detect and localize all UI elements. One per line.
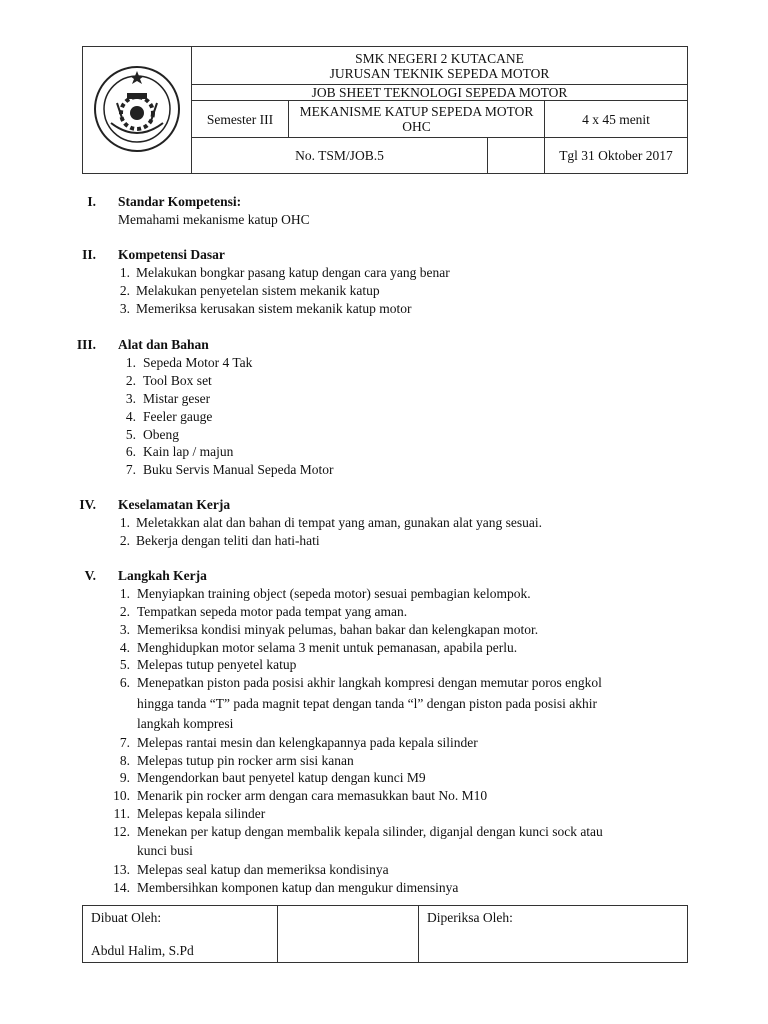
topic-cell	[289, 101, 545, 137]
step-number: 8.	[119, 753, 130, 768]
list-item: Obeng	[143, 427, 179, 442]
list-item: Feeler gauge	[143, 409, 213, 424]
step-text: Melepas tutup penyetel katup	[137, 657, 297, 672]
step-text: Melepas seal katup dan memeriksa kondisinya	[137, 862, 389, 877]
checked-by-cell	[419, 906, 688, 963]
section-5-title: Langkah Kerja	[118, 568, 207, 583]
empty-cell	[488, 137, 545, 173]
list-item: Memeriksa kerusakan sistem mekanik katup motor	[136, 301, 412, 316]
school-title-cell	[192, 47, 688, 85]
list-number: 4.	[125, 409, 136, 424]
checked-by-label: Diperiksa Oleh:	[427, 910, 513, 925]
step-number: 6.	[119, 675, 130, 690]
step-text: Melepas tutup pin rocker arm sisi kanan	[137, 753, 354, 768]
step-text: Menekan per katup dengan membalik kepala silinder, diganjal dengan kunci sock atau	[137, 824, 603, 839]
step-text: Membersihkan komponen katup dan mengukur dimensinya	[137, 880, 459, 895]
step-text: Memeriksa kondisi minyak pelumas, bahan bakar dan kelengkapan motor.	[137, 622, 539, 637]
step-number: 13.	[113, 862, 130, 877]
list-number: 6.	[125, 444, 136, 459]
section-4-title: Keselamatan Kerja	[118, 497, 231, 512]
department-name: JURUSAN TEKNIK SEPEDA MOTOR	[329, 65, 550, 81]
sheet-title: JOB SHEET TEKNOLOGI SEPEDA MOTOR	[192, 85, 688, 101]
topic-line-1: MEKANISME KATUP SEPEDA MOTOR	[299, 104, 534, 120]
step-text-continued: langkah kompresi	[137, 716, 234, 731]
section-3-number: III.	[76, 337, 96, 352]
step-number: 14.	[113, 880, 130, 895]
school-logo-icon	[91, 63, 183, 155]
section-2-number: II.	[82, 247, 96, 262]
step-number: 12.	[113, 824, 130, 839]
step-number: 3.	[119, 622, 130, 637]
step-number: 2.	[119, 604, 130, 619]
list-number: 1.	[125, 355, 136, 370]
made-by-name: Abdul Halim, S.Pd	[91, 943, 194, 958]
list-item: Bekerja dengan teliti dan hati-hati	[136, 533, 320, 548]
made-by-cell	[83, 906, 278, 963]
step-text: Menarik pin rocker arm dengan cara memasukkan baut No. M10	[137, 788, 488, 803]
list-item: Meletakkan alat dan bahan di tempat yang aman, gunakan alat yang sesuai.	[136, 515, 542, 530]
duration: 4 x 45 menit	[545, 101, 688, 137]
list-number: 2.	[119, 283, 130, 298]
list-item: Buku Servis Manual Sepeda Motor	[143, 462, 334, 477]
list-item: Melakukan penyetelan sistem mekanik katup	[136, 283, 380, 298]
step-text: Menyiapkan training object (sepeda motor) sesuai pembagian kelompok.	[137, 586, 531, 601]
step-number: 10.	[113, 788, 130, 803]
step-number: 11.	[113, 806, 130, 821]
step-text: Menepatkan piston pada posisi akhir langkah kompresi dengan memutar poros engkol	[137, 675, 602, 690]
header-table	[82, 46, 688, 174]
section-2-title: Kompetensi Dasar	[118, 247, 225, 262]
step-text: Tempatkan sepeda motor pada tempat yang aman.	[137, 604, 408, 619]
list-item: Kain lap / majun	[143, 444, 234, 459]
step-number: 5.	[119, 657, 130, 672]
list-number: 2.	[119, 533, 130, 548]
step-text: Menghidupkan motor selama 3 menit untuk pemanasan, apabila perlu.	[137, 640, 518, 655]
step-text-continued: kunci busi	[137, 843, 193, 858]
step-text: Mengendorkan baut penyetel katup dengan kunci M9	[137, 770, 426, 785]
section-1-number: I.	[87, 194, 96, 209]
section-1-title: Standar Kompetensi:	[118, 194, 242, 209]
logo-cell	[83, 47, 192, 174]
list-number: 1.	[119, 265, 130, 280]
school-name: SMK NEGERI 2 KUTACANE	[355, 50, 524, 66]
section-3-title: Alat dan Bahan	[118, 337, 209, 352]
step-number: 7.	[119, 735, 130, 750]
list-item: Tool Box set	[143, 373, 212, 388]
section-1-text: Memahami mekanisme katup OHC	[118, 212, 310, 227]
step-number: 1.	[119, 586, 130, 601]
list-item: Mistar geser	[143, 391, 211, 406]
step-number: 9.	[119, 770, 130, 785]
step-text-continued: hingga tanda “T” pada magnit tepat dengan tanda “l” dengan piston pada posisi akhir	[137, 696, 597, 711]
semester: Semester III	[192, 101, 289, 137]
list-number: 7.	[125, 462, 136, 477]
step-text: Melepas kepala silinder	[137, 806, 266, 821]
section-4-number: IV.	[79, 497, 96, 512]
list-item: Sepeda Motor 4 Tak	[143, 355, 253, 370]
list-number: 2.	[125, 373, 136, 388]
list-number: 3.	[125, 391, 136, 406]
list-number: 3.	[119, 301, 130, 316]
list-item: Melakukan bongkar pasang katup dengan cara yang benar	[136, 265, 450, 280]
made-by-label: Dibuat Oleh:	[91, 910, 162, 925]
signature-table	[82, 905, 688, 963]
signature-cell	[278, 906, 419, 963]
topic-line-2: OHC	[402, 119, 431, 135]
step-text: Melepas rantai mesin dan kelengkapannya pada kepala silinder	[137, 735, 478, 750]
list-number: 5.	[125, 427, 136, 442]
job-number: No. TSM/JOB.5	[192, 137, 488, 173]
step-number: 4.	[119, 640, 130, 655]
list-number: 1.	[119, 515, 130, 530]
date: Tgl 31 Oktober 2017	[545, 137, 688, 173]
section-5-number: V.	[84, 568, 96, 583]
